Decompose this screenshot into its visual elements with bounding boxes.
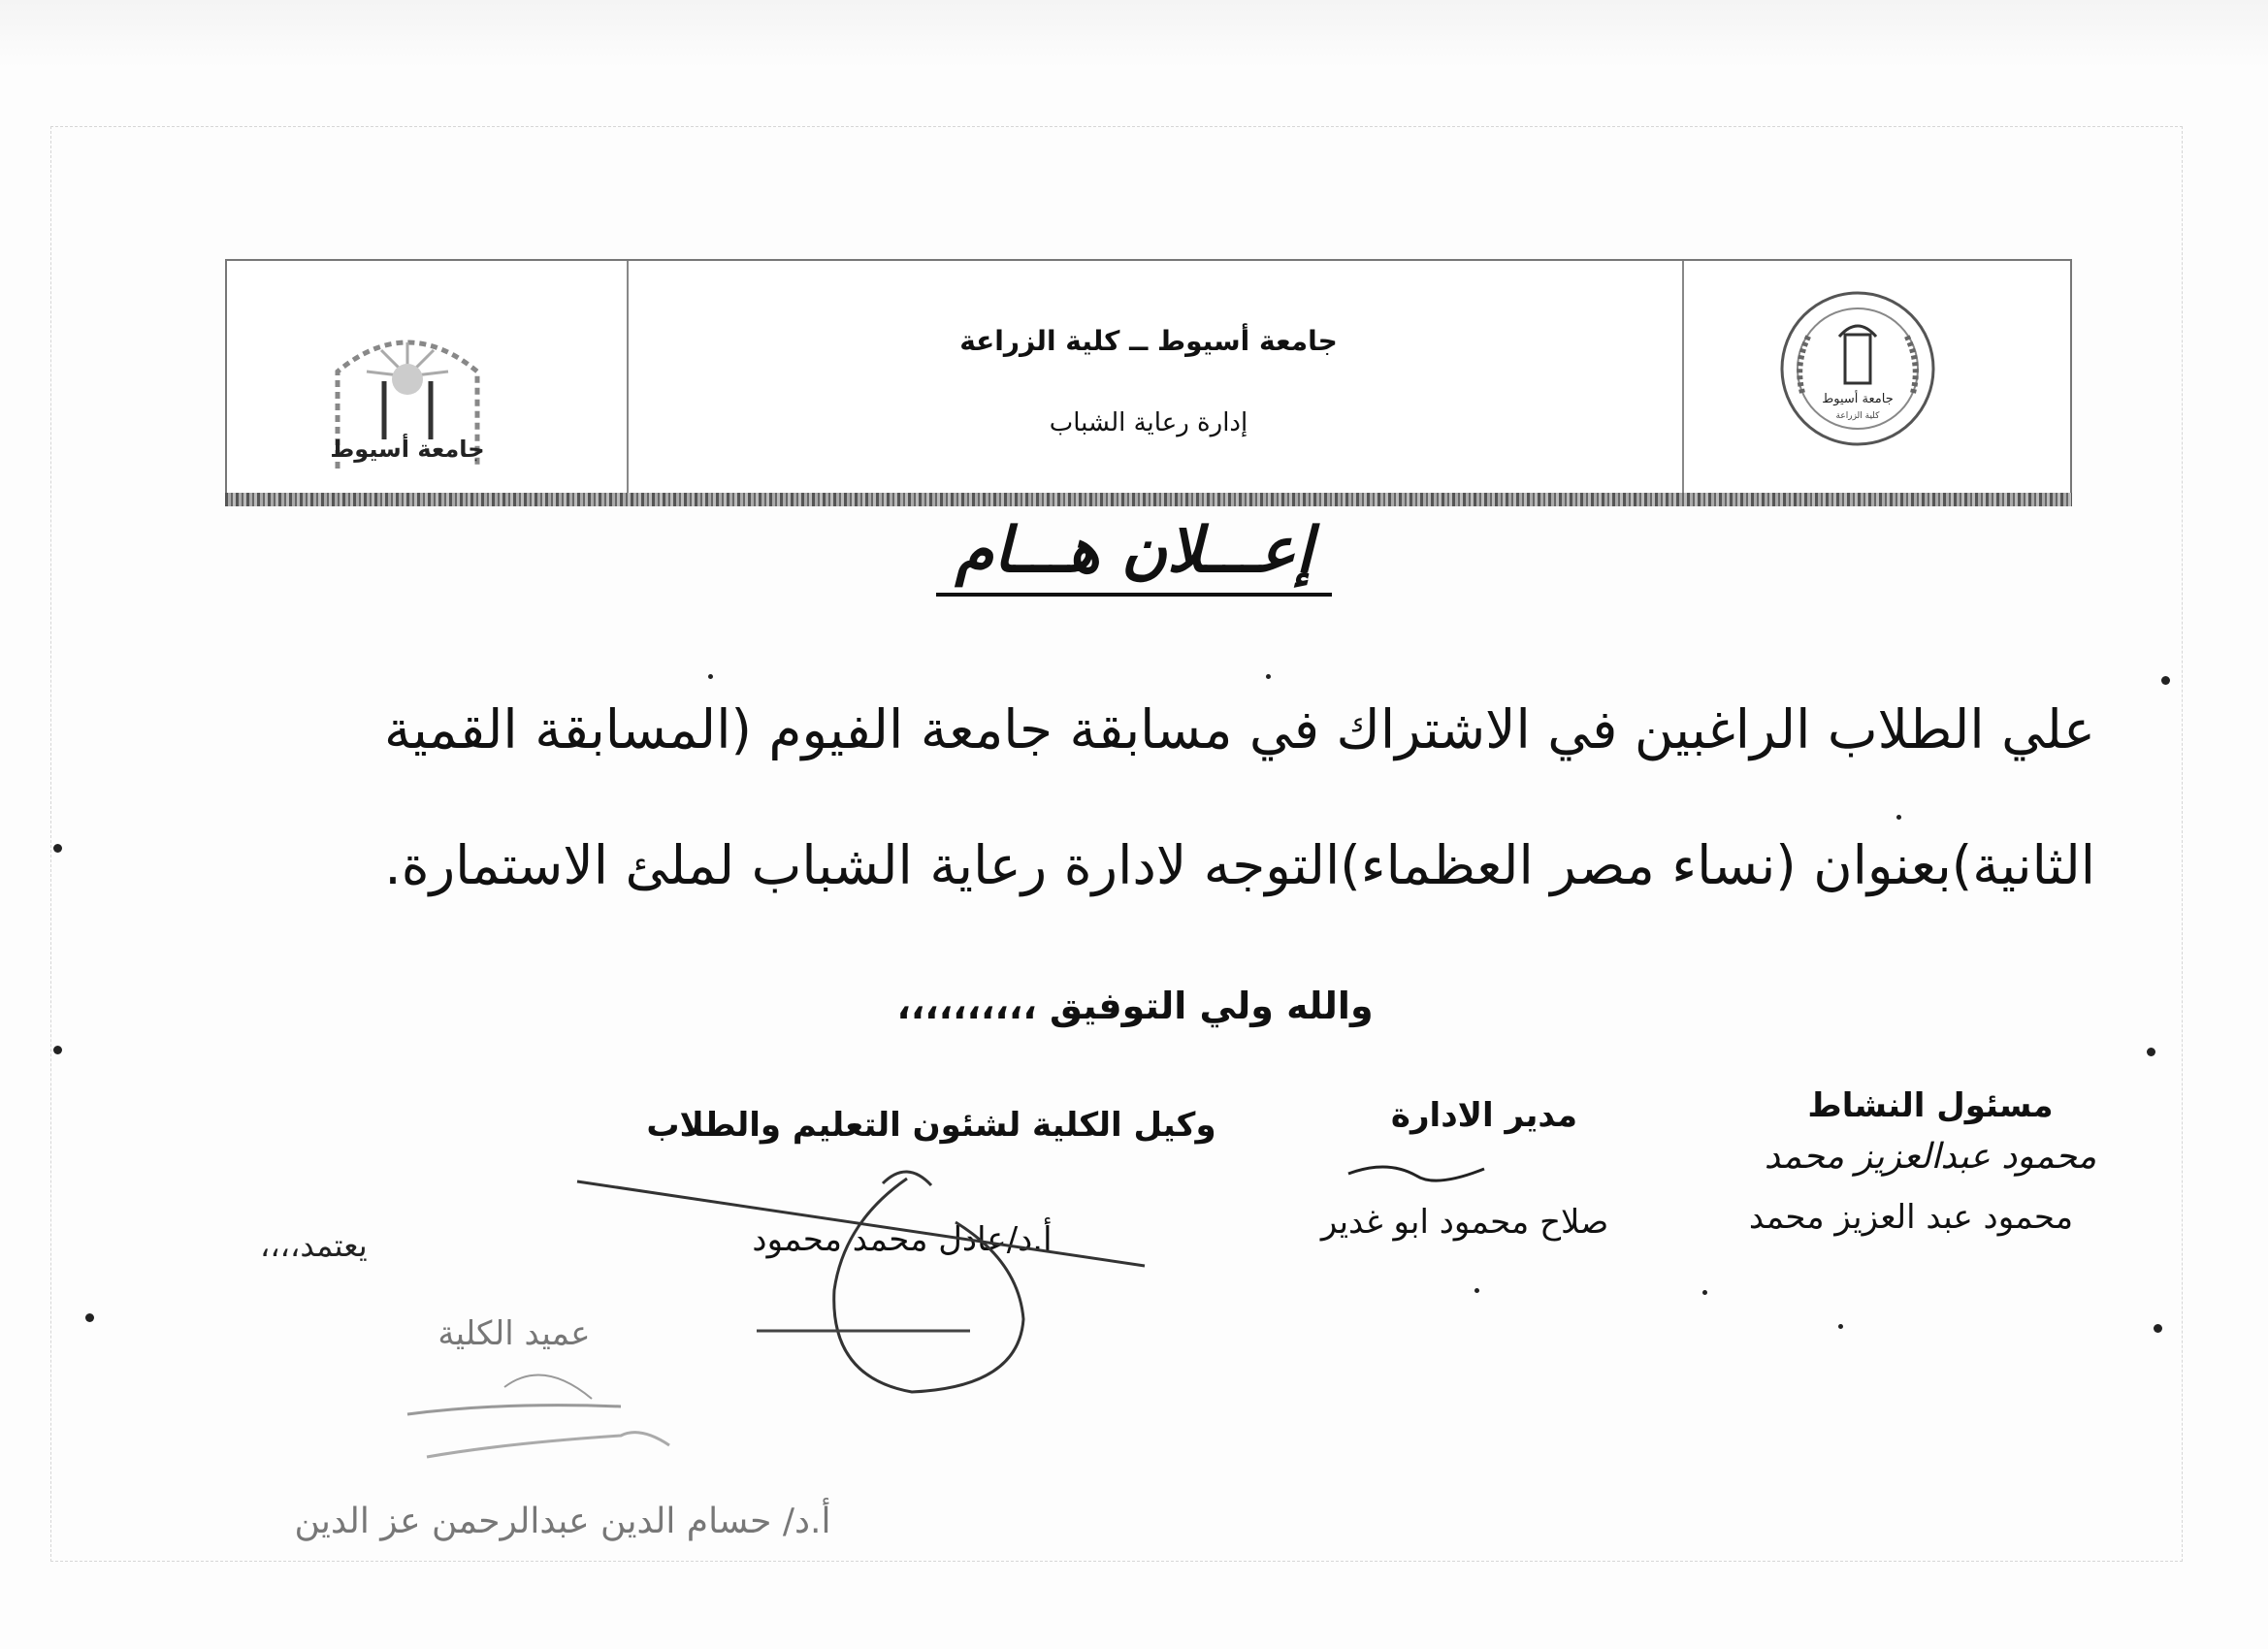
closing-greeting: والله ولي التوفيق ،،،،،،،،،، <box>896 985 1374 1027</box>
activity-officer-title: مسئول النشاط <box>1807 1086 2054 1125</box>
director-title: مدير الادارة <box>1390 1096 1578 1135</box>
announcement-line-2: الثانية)بعنوان (نساء مصر العظماء)التوجه لادارة رعاية الشباب لملئ الاستمارة. <box>384 834 2095 896</box>
director-signature-stroke <box>1348 1167 1484 1180</box>
vice-dean-name: أ.د/عادل محمد محمود <box>752 1220 1053 1259</box>
svg-text:جامعة أسيوط: جامعة أسيوط <box>1822 392 1894 406</box>
department-name: إدارة رعاية الشباب <box>1049 408 1248 437</box>
vice-dean-signature-loop <box>834 1179 1023 1392</box>
vice-dean-signature-hook <box>883 1172 931 1185</box>
svg-text:جامعة أسيوط: جامعة أسيوط <box>330 436 485 463</box>
dean-name: أ.د/ حسام الدين عبدالرحمن عز الدين <box>294 1502 831 1541</box>
announcement-line-1: علي الطلاب الراغبين في الاشتراك في مسابقة جامعة الفيوم (المسابقة القمية <box>383 698 2095 760</box>
activity-officer-handwritten-signature: محمود عبدالعزيز محمد <box>1764 1137 2097 1177</box>
announcement-title: إعـــلان هـــام <box>936 514 1333 597</box>
dean-title: عميد الكلية <box>437 1314 591 1353</box>
dean-signature-hook <box>504 1375 592 1400</box>
university-faculty-name: جامعة أسيوط ــ كلية الزراعة <box>959 325 1338 357</box>
dean-signature-date <box>427 1433 669 1457</box>
approval-label: يعتمد،،،، <box>260 1227 368 1264</box>
dean-signature-stroke <box>407 1406 621 1414</box>
vice-dean-title: وكيل الكلية لشئون التعليم والطلاب <box>646 1106 1216 1145</box>
svg-text:كلية الزراعة: كلية الزراعة <box>1835 411 1880 421</box>
activity-officer-name: محمود عبد العزيز محمد <box>1748 1198 2074 1237</box>
director-name: صلاح محمود ابو غدير <box>1320 1203 1609 1242</box>
